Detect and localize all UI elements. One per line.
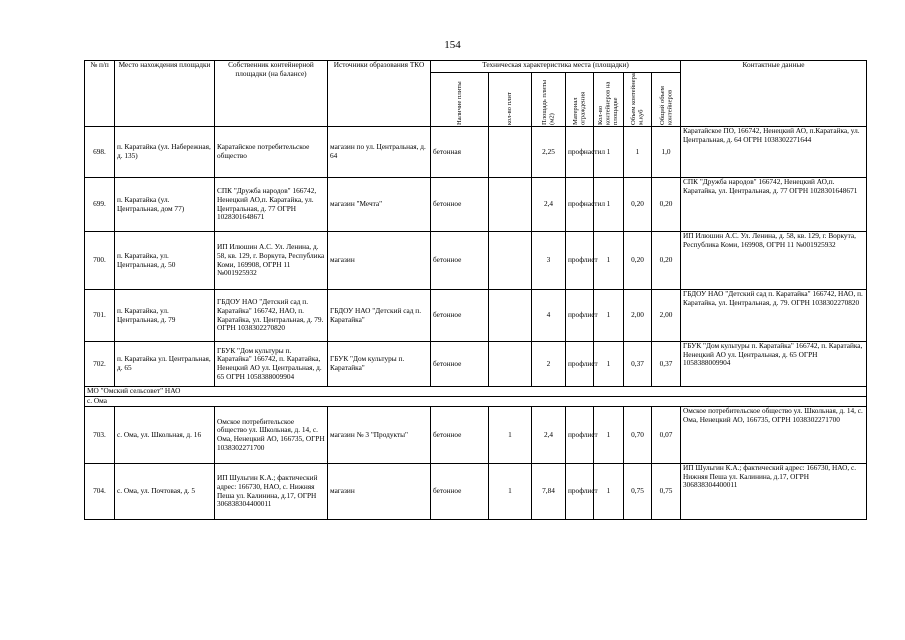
- contact-cell: Омское потребительское общество ул. Школьная, д. 14, с. Ома, Ненецкий АО, 166735, ОГРН 1038302271700: [681, 407, 867, 464]
- plate-count-cell: 1: [489, 464, 532, 520]
- area-cell: 3: [532, 232, 566, 290]
- total-volume-cell: 0,20: [652, 178, 681, 232]
- total-volume-cell: 0,07: [652, 407, 681, 464]
- total-volume-cell: 0,37: [652, 342, 681, 387]
- fence-cell: профлист: [566, 342, 594, 387]
- plate-cell: бетонное: [431, 342, 489, 387]
- section-municipality: МО "Омский сельсовет" НАО: [85, 387, 867, 397]
- table-row: [85, 178, 867, 232]
- row-number: 698.: [85, 127, 115, 178]
- row-number: 702.: [85, 342, 115, 387]
- contact-cell: ИП Шульгин К.А.; фактический адрес: 166730, НАО, с. Нижняя Пеша ул. Калинина, д.17, ОГРН 306838304400011: [681, 464, 867, 520]
- fence-cell: профнастил: [566, 127, 594, 178]
- location-cell: п. Каратайка (ул. Центральная, дом 77): [115, 178, 215, 232]
- area-cell: 2,25: [532, 127, 566, 178]
- header-contacts: Контактные данные: [681, 61, 867, 127]
- subheader-cell: [532, 73, 566, 127]
- contact-cell: ГБДОУ НАО "Детский сад п. Каратайка" 166742, НАО, п. Каратайка, ул. Центральная, д. 79. ОГРН 1038302270820: [681, 290, 867, 342]
- contact-cell: ГБУК "Дом культуры п. Каратайка" 166742, п. Каратайка, Ненецкий АО ул. Центральная, д. 65 ОГРН 1058388009904: [681, 342, 867, 387]
- owner-cell: СПК "Дружба народов" 166742, Ненецкий АО,п. Каратайка, ул. Центральная, д. 77 ОГРН 1028301648671: [215, 178, 328, 232]
- container-volume-cell: 0,75: [624, 464, 652, 520]
- owner-cell: ГБДОУ НАО "Детский сад п. Каратайка" 166742, НАО, п. Каратайка, ул. Центральная, д. 79. ОГРН 1038302270820: [215, 290, 328, 342]
- table-row: [85, 407, 867, 464]
- header-num: № п/п: [85, 61, 115, 127]
- container-count-cell: 1: [594, 178, 624, 232]
- location-cell: п. Каратайка ул. Центральная, д. 65: [115, 342, 215, 387]
- plate-count-cell: [489, 232, 532, 290]
- area-cell: 2,4: [532, 178, 566, 232]
- container-count-cell: 1: [594, 464, 624, 520]
- source-cell: магазин: [328, 464, 431, 520]
- container-volume-cell: 0,20: [624, 178, 652, 232]
- header-tech: Техническая характеристика места (площадки): [431, 61, 681, 73]
- container-sites-table: [84, 60, 867, 520]
- source-cell: магазин по ул. Центральная, д. 64: [328, 127, 431, 178]
- container-count-cell: 1: [594, 127, 624, 178]
- table-row: [85, 290, 867, 342]
- page-number: 154: [444, 39, 461, 51]
- table-row: [85, 127, 867, 178]
- subheader-cell: [431, 73, 489, 127]
- source-cell: магазин "Мечта": [328, 178, 431, 232]
- container-volume-cell: 1: [624, 127, 652, 178]
- plate-count-cell: [489, 178, 532, 232]
- owner-cell: Каратайское потребительское общество: [215, 127, 328, 178]
- container-volume-cell: 0,37: [624, 342, 652, 387]
- location-cell: с. Ома, ул. Почтовая, д. 5: [115, 464, 215, 520]
- subheader-cell: [624, 73, 652, 127]
- plate-cell: бетонное: [431, 232, 489, 290]
- row-number: 703.: [85, 407, 115, 464]
- table-row: [85, 342, 867, 387]
- subheader-container-volume: Объем контейнера м.куб: [630, 73, 645, 125]
- subheader-cell: [594, 73, 624, 127]
- area-cell: 7,84: [532, 464, 566, 520]
- area-cell: 4: [532, 290, 566, 342]
- plate-cell: бетонное: [431, 407, 489, 464]
- total-volume-cell: 2,00: [652, 290, 681, 342]
- plate-count-cell: [489, 127, 532, 178]
- subheader-plate: Наличие плиты: [455, 81, 463, 125]
- fence-cell: профлист: [566, 232, 594, 290]
- subheader-plate-count: кол-во плит: [506, 92, 514, 125]
- table-body-oma: [85, 407, 867, 520]
- location-cell: п. Каратайка, ул. Центральная, д. 50: [115, 232, 215, 290]
- section-village: с. Ома: [85, 397, 867, 407]
- fence-cell: профлист: [566, 464, 594, 520]
- location-cell: п. Каратайка, ул. Центральная, д. 79: [115, 290, 215, 342]
- row-number: 700.: [85, 232, 115, 290]
- plate-cell: бетонное: [431, 290, 489, 342]
- plate-count-cell: [489, 342, 532, 387]
- container-count-cell: 1: [594, 232, 624, 290]
- row-number: 701.: [85, 290, 115, 342]
- table-body-karatayka: [85, 127, 867, 387]
- owner-cell: ГБУК "Дом культуры п. Каратайка" 166742, п. Каратайка, Ненецкий АО ул. Центральная, д. 65 ОГРН 1058388009904: [215, 342, 328, 387]
- contact-cell: Каратайское ПО, 166742, Ненецкий АО, п.Каратайка, ул. Центральная, д. 64 ОГРН 1038302271644: [681, 127, 867, 178]
- subheader-container-count: Кол-во контейнеров на площадке: [597, 81, 620, 125]
- source-cell: ГБУК "Дом культуры п. Каратайка": [328, 342, 431, 387]
- table-sections: [85, 387, 867, 407]
- contact-cell: СПК "Дружба народов" 166742, Ненецкий АО,п. Каратайка, ул. Центральная, д. 77 ОГРН 1028301648671: [681, 178, 867, 232]
- header-sources: Источники образования ТКО: [328, 61, 431, 127]
- contact-cell: ИП Илюшин А.С. Ул. Ленина, д. 58, кв. 129, г. Воркута, Республика Коми, 169908, ОГРН 11 №001925932: [681, 232, 867, 290]
- fence-cell: профлист: [566, 290, 594, 342]
- row-number: 704.: [85, 464, 115, 520]
- container-volume-cell: 0,70: [624, 407, 652, 464]
- table-row: [85, 464, 867, 520]
- header-location: Место нахождения площадки: [115, 61, 215, 127]
- total-volume-cell: 0,75: [652, 464, 681, 520]
- row-number: 699.: [85, 178, 115, 232]
- container-count-cell: 1: [594, 290, 624, 342]
- fence-cell: профнастил: [566, 178, 594, 232]
- subheader-cell: [489, 73, 532, 127]
- plate-count-cell: 1: [489, 407, 532, 464]
- plate-count-cell: [489, 290, 532, 342]
- subheader-fence: Материал ограждения: [572, 91, 587, 125]
- fence-cell: профлист: [566, 407, 594, 464]
- owner-cell: Омское потребительское общество ул. Школьная, д. 14, с. Ома, Ненецкий АО, 166735, ОГРН 1038302271700: [215, 407, 328, 464]
- area-cell: 2: [532, 342, 566, 387]
- container-count-cell: 1: [594, 342, 624, 387]
- container-volume-cell: 0,20: [624, 232, 652, 290]
- source-cell: магазин № 3 "Продукты": [328, 407, 431, 464]
- subheader-total-volume: Общий объем контейнеров: [658, 86, 673, 125]
- subheader-area: Площадь плиты (м2): [541, 79, 556, 125]
- plate-cell: бетонное: [431, 464, 489, 520]
- table-row: [85, 232, 867, 290]
- plate-cell: бетонное: [431, 178, 489, 232]
- container-volume-cell: 2,00: [624, 290, 652, 342]
- total-volume-cell: 1,0: [652, 127, 681, 178]
- owner-cell: ИП Шульгин К.А.; фактический адрес: 166730, НАО, с. Нижняя Пеша ул. Калинина, д.17, ОГРН 306838304400011: [215, 464, 328, 520]
- container-count-cell: 1: [594, 407, 624, 464]
- header-owner: Собственник контейнерной площадки (на балансе): [215, 61, 328, 127]
- area-cell: 2,4: [532, 407, 566, 464]
- source-cell: ГБДОУ НАО "Детский сад п. Каратайка": [328, 290, 431, 342]
- source-cell: магазин: [328, 232, 431, 290]
- location-cell: п. Каратайка (ул. Набережная, д. 135): [115, 127, 215, 178]
- location-cell: с. Ома, ул. Школьная, д. 16: [115, 407, 215, 464]
- subheader-cell: [652, 73, 681, 127]
- total-volume-cell: 0,20: [652, 232, 681, 290]
- owner-cell: ИП Илюшин А.С. Ул. Ленина, д. 58, кв. 129, г. Воркута, Республика Коми, 169908, ОГРН 11 №001925932: [215, 232, 328, 290]
- subheader-cell: [566, 73, 594, 127]
- plate-cell: бетонная: [431, 127, 489, 178]
